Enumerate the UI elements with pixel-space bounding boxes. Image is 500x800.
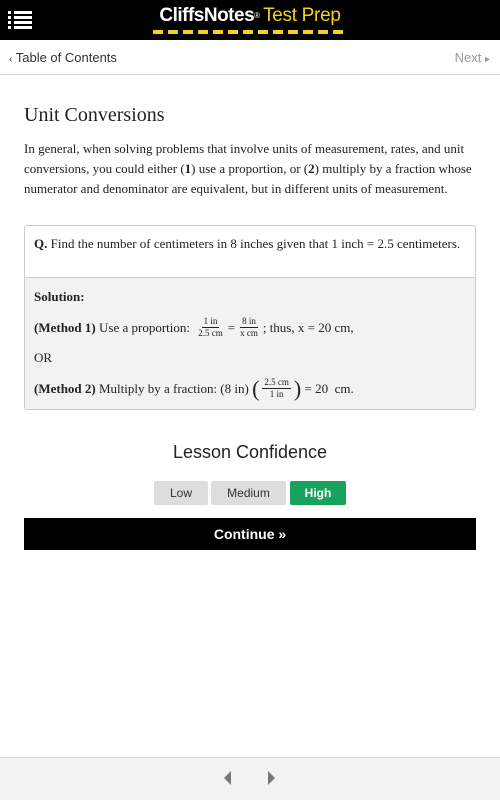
method2-label: (Method 2) (34, 380, 96, 396)
fraction-denominator: 1 in (269, 389, 284, 399)
intro-paragraph (24, 139, 476, 199)
fraction (262, 377, 291, 400)
intro-text: ) use a proportion, or ( (191, 161, 309, 176)
toc-label: Table of Contents (15, 50, 117, 65)
intro-number: 1 (184, 161, 192, 176)
footer-bar (0, 757, 500, 800)
fraction (238, 316, 260, 339)
or-separator: OR (34, 350, 53, 365)
lesson-confidence-title: Lesson Confidence (172, 442, 328, 462)
method1-text: Use a proportion: (95, 319, 194, 335)
question (25, 226, 475, 278)
solution-header (34, 289, 466, 305)
paren-close: ) (293, 375, 302, 401)
brand-logo (0, 5, 500, 27)
brand-light: Test Prep (263, 5, 341, 26)
fraction (196, 316, 225, 339)
brand-bold: CliffsNotes (159, 5, 255, 26)
method1-label: (Method 1) (34, 319, 96, 335)
brand-stripe (153, 30, 343, 34)
confidence-high-button[interactable]: High (290, 481, 346, 505)
app-header (0, 0, 500, 40)
table-of-contents-link[interactable] (9, 50, 117, 65)
method-2 (34, 377, 466, 400)
nav-bar (0, 40, 500, 75)
solution-label: Solution: (34, 289, 85, 304)
confidence-medium-button[interactable]: Medium (211, 481, 286, 505)
fraction-denominator: 2.5 cm (198, 328, 223, 338)
solution (25, 278, 475, 410)
fraction-numerator: 8 in (242, 316, 256, 326)
continue-button[interactable]: Continue » (24, 518, 476, 550)
chevron-left-icon: ‹ (9, 54, 13, 65)
confidence-low-button[interactable]: Low (154, 481, 208, 505)
next-link[interactable] (455, 50, 490, 65)
arrow-left-icon[interactable] (224, 771, 231, 785)
page-title: Unit Conversions (24, 104, 165, 126)
arrow-right-icon[interactable] (268, 771, 275, 785)
method2-result: = 20 cm. (301, 380, 354, 396)
fraction-denominator: x cm (240, 328, 258, 338)
method2-text: Multiply by a fraction: (8 in) (95, 380, 253, 396)
method1-result: ; thus, x = 20 cm, (262, 319, 354, 335)
method-1 (34, 316, 466, 339)
question-label: Q. (34, 236, 48, 251)
brand-registered: ® (254, 11, 261, 20)
intro-text: In general, when solving problems that involve units of measurement, rates, and unit conversions, you could either ( (24, 141, 465, 176)
question-box (24, 225, 476, 410)
paren-open: ( (252, 375, 260, 401)
intro-number: 2 (308, 161, 315, 176)
fraction-numerator: 1 in (203, 316, 218, 326)
lesson-content (24, 104, 476, 199)
question-text: Find the number of centimeters in 8 inches given that 1 inch = 2.5 centimeters. (47, 236, 461, 251)
intro-text: ) multiply by a fraction whose numerator and denominator are equivalent, but in different units of measurement. (24, 161, 472, 196)
next-label: Next (454, 50, 482, 65)
chevron-right-icon: ▸ (484, 54, 490, 65)
equals-sign: = (227, 319, 236, 335)
fraction-numerator: 2.5 cm (264, 377, 289, 387)
